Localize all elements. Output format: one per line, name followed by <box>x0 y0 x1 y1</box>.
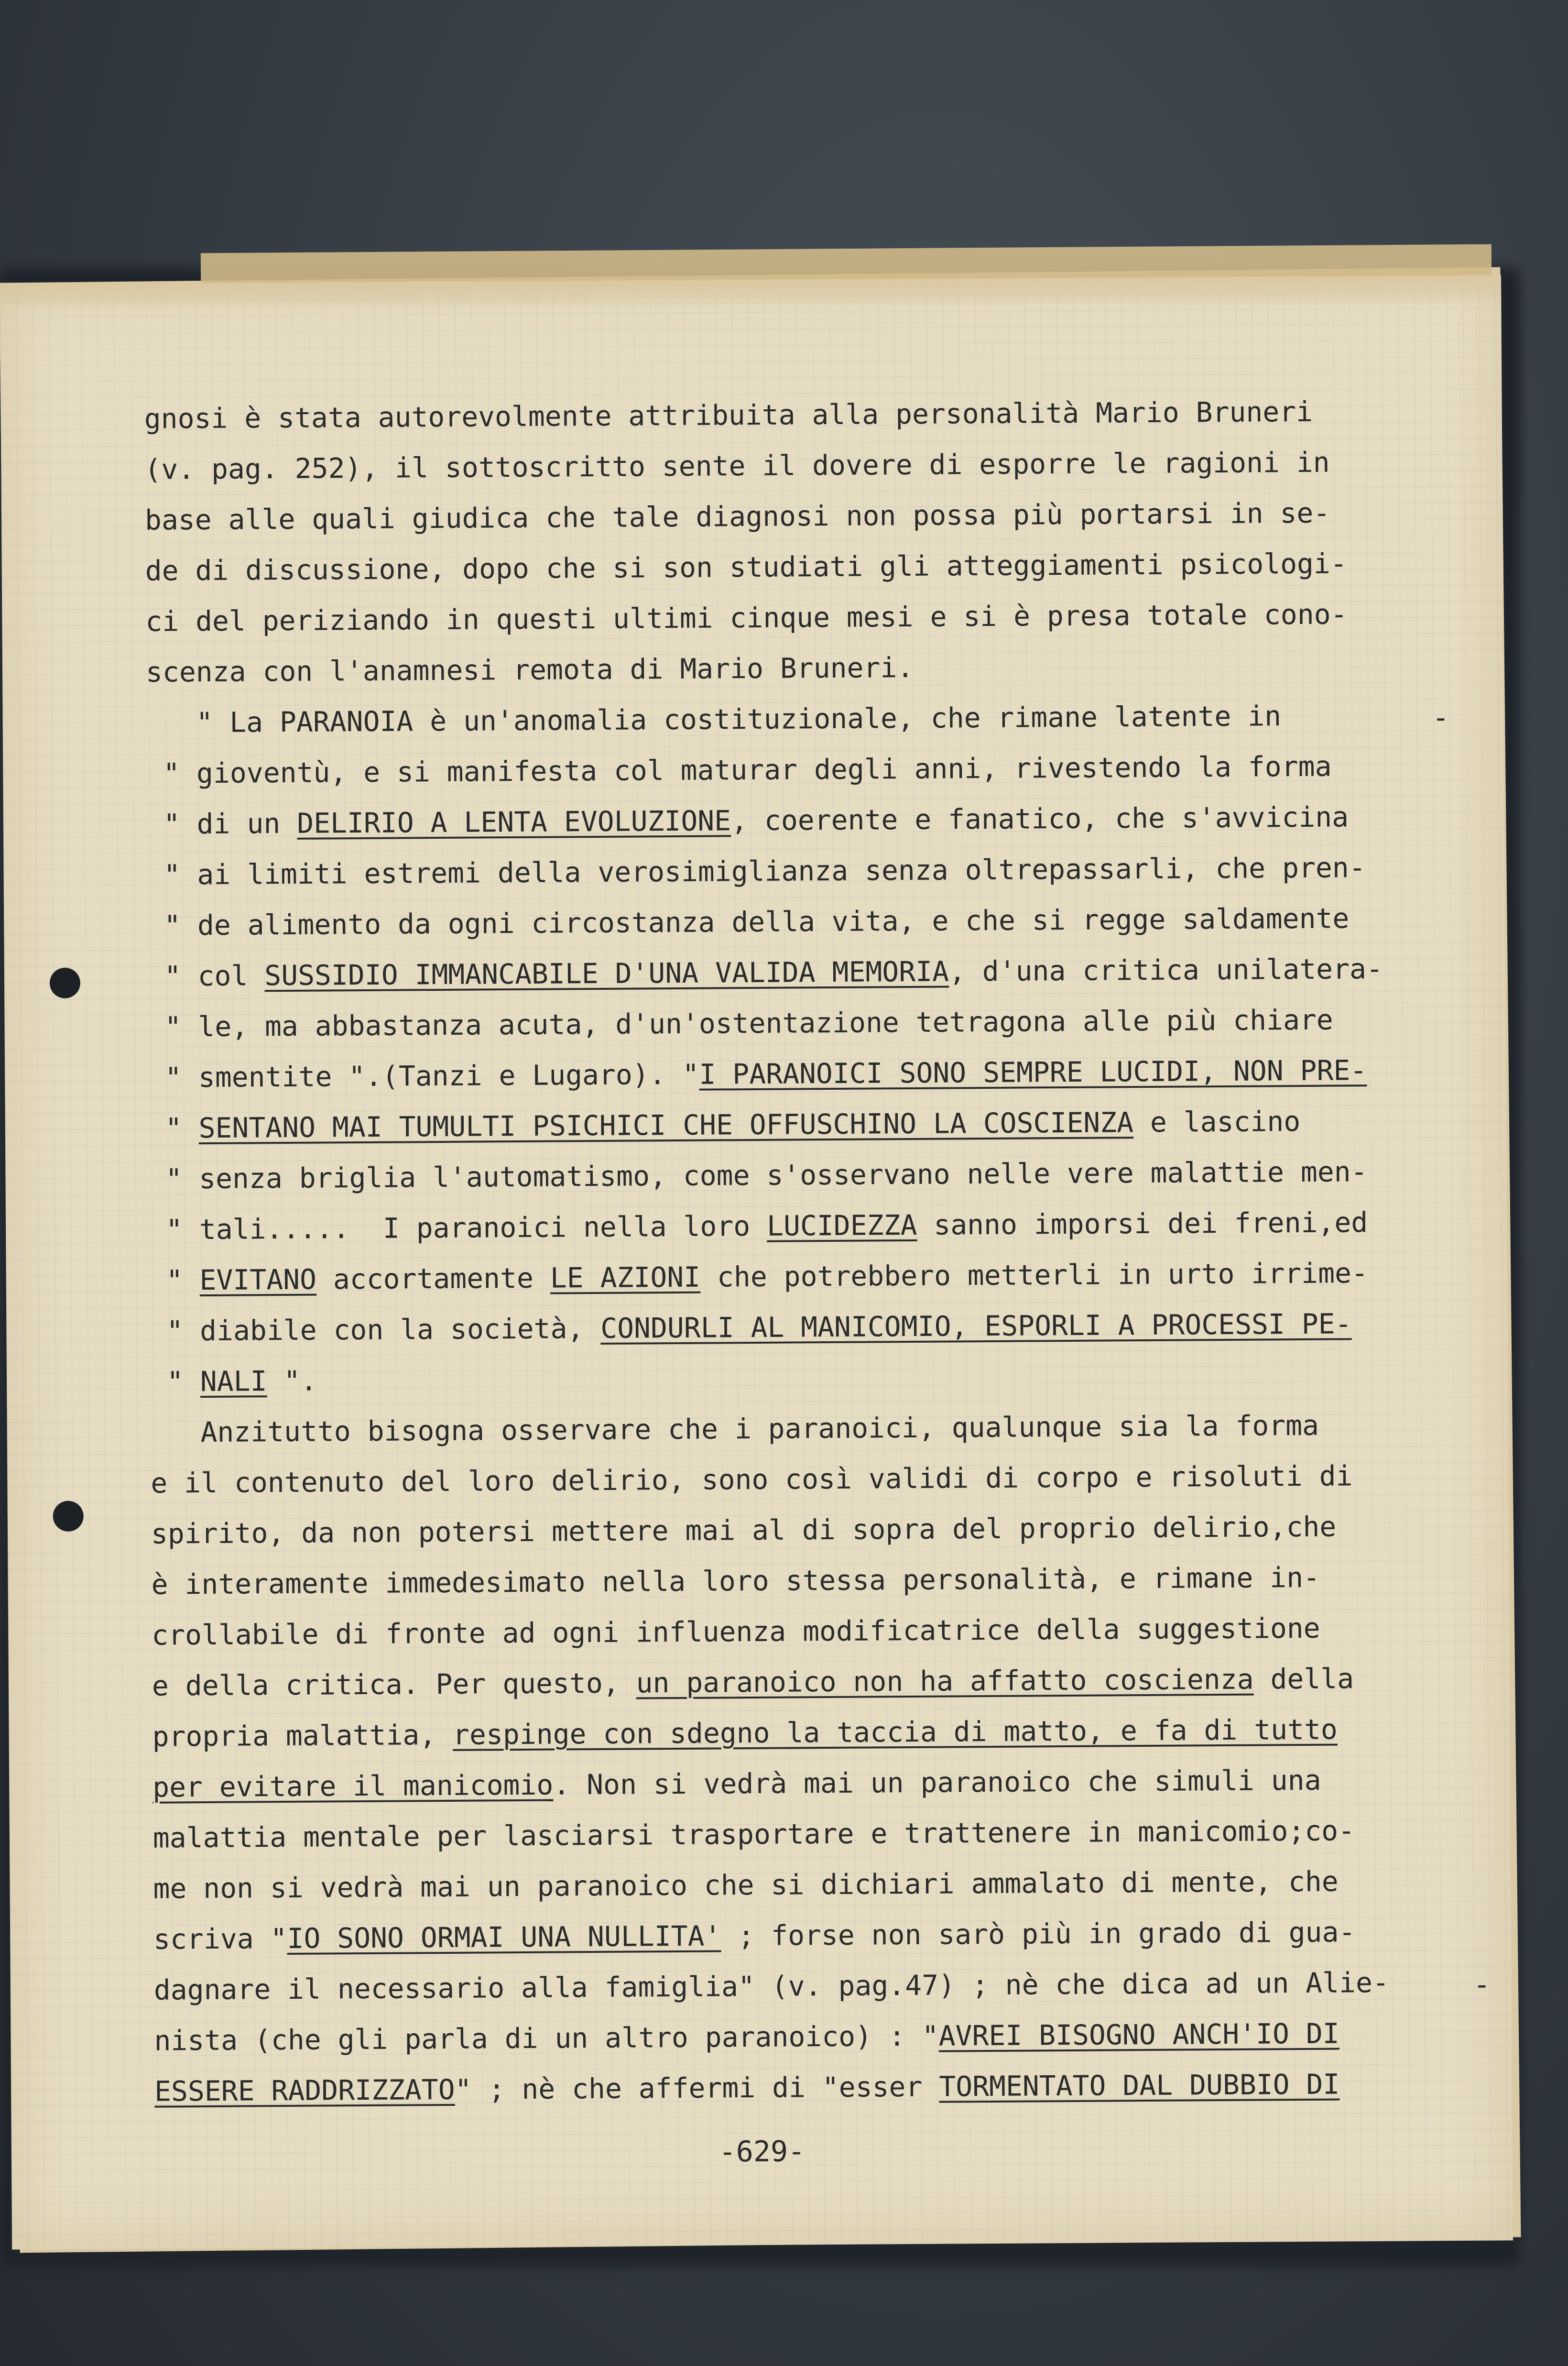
text-line <box>145 537 1417 596</box>
text-line <box>154 2058 1426 2116</box>
text-run: ci del periziando in questi ultimi cinque mesi e si è presa totale cono- <box>145 598 1348 638</box>
text-line <box>150 1298 1422 1356</box>
text-run: ; forse non sarò più in grado di gua- <box>721 1916 1356 1952</box>
text-line <box>144 437 1416 495</box>
underlined-text: LE AZIONI <box>550 1260 701 1294</box>
text-run: " diabile con la società, <box>150 1312 601 1347</box>
text-line <box>147 791 1419 849</box>
text-run: gnosi è stata autorevolmente attribuita alla personalità Mario Bruneri <box>144 395 1313 435</box>
text-line <box>151 1551 1423 1610</box>
text-line <box>152 1703 1424 1762</box>
text-line <box>153 1855 1425 1914</box>
text-line <box>150 1399 1422 1457</box>
text-line <box>146 690 1418 748</box>
text-run: " smentite ".(Tanzi e Lugaro). " <box>148 1058 699 1094</box>
text-line <box>152 1653 1424 1711</box>
text-run: " di un <box>146 807 297 841</box>
text-run: " <box>150 1365 201 1398</box>
text-run: e della critica. Per questo, <box>152 1666 636 1702</box>
underlined-text: respinge con sdegno la taccia di matto, e fa di tutto <box>452 1713 1338 1751</box>
underlined-text: SENTANO MAI TUMULTI PSICHICI CHE OFFUSCHINO LA COSCIENZA <box>198 1106 1134 1145</box>
text-run: scriva " <box>153 1922 287 1956</box>
underlined-text: CONDURLI AL MANICOMIO, ESPORLI A PROCESSI PE- <box>600 1307 1352 1345</box>
punch-hole <box>53 1501 84 1532</box>
text-run: . Non si vedrà mai un paranoico che simuli una <box>553 1764 1321 1801</box>
text-run: de di discussione, dopo che si son studiati gli atteggiamenti psicologi- <box>145 547 1348 587</box>
text-run: Anzitutto bisogna osservare che i paranoici, qualunque sia la forma <box>150 1409 1319 1449</box>
text-run: " le, ma abbastanza acuta, d'un'ostentazione tetragona alle più chiare <box>148 1003 1333 1043</box>
page-number: -629- <box>719 2135 806 2169</box>
text-line <box>153 1906 1426 1964</box>
text-run: e il contenuto del loro delirio, sono così validi di corpo e risoluti di <box>151 1459 1353 1500</box>
underlined-text: DELIRIO A LENTA EVOLUZIONE <box>297 804 731 840</box>
text-line <box>149 1196 1421 1255</box>
text-run: e lascino <box>1133 1105 1301 1139</box>
text-line <box>148 943 1420 1001</box>
underlined-text: TORMENTATO DAL DUBBIO DI <box>939 2068 1340 2103</box>
text-line <box>153 1805 1425 1863</box>
underlined-text: AVREI BISOGNO ANCH'IO DI <box>938 2017 1339 2052</box>
margin-mark: - <box>1473 1968 1491 2002</box>
text-run: " ; nè che affermi di "esser <box>455 2070 939 2106</box>
body-text <box>144 386 1426 2117</box>
text-run: crollabile di fronte ad ogni influenza modificatrice della suggestione <box>152 1611 1320 1652</box>
typewritten-page <box>0 275 1513 2249</box>
text-run: (v. pag. 252), il sottoscritto sente il dovere di esporre le ragioni in <box>144 446 1330 486</box>
text-run: " gioventù, e si manifesta col maturar degli anni, rivestendo la forma <box>146 750 1332 790</box>
text-line <box>148 1044 1420 1103</box>
underlined-text: I PARANOICI SONO SEMPRE LUCIDI, NON PRE- <box>699 1054 1367 1091</box>
text-line <box>145 588 1417 646</box>
text-run: è interamente immedesimato nella loro stessa personalità, e rimane in- <box>151 1561 1320 1601</box>
text-run: accortamente <box>316 1261 551 1296</box>
underlined-text: per evitare il manicomio <box>152 1768 554 1804</box>
text-run: " <box>148 1112 199 1145</box>
text-line <box>150 1348 1422 1407</box>
text-line <box>151 1450 1423 1508</box>
underlined-text: un paranoico non ha affatto coscienza <box>636 1663 1254 1699</box>
text-run: malattia mentale per lasciarsi trasportare e trattenere in manicomio;co- <box>152 1814 1355 1854</box>
underlined-text: SUSSIDIO IMMANCABILE D'UNA VALIDA MEMORIA <box>264 955 949 992</box>
text-line <box>149 1146 1421 1204</box>
text-run: spirito, da non potersi mettere mai al di sopra del proprio delirio,che <box>151 1510 1337 1550</box>
text-run: " La PARANOIA è un'anomalia costituzionale, che rimane latente in <box>146 700 1282 739</box>
text-line <box>152 1602 1424 1660</box>
text-line <box>154 1957 1426 2015</box>
text-run: " <box>149 1264 200 1297</box>
text-line <box>145 487 1417 546</box>
text-run: " col <box>147 959 265 993</box>
underlined-text: NALI <box>200 1365 267 1398</box>
text-run: della <box>1253 1662 1354 1696</box>
text-line <box>154 2007 1426 2066</box>
text-run: , coerente e fanatico, che s'avvicina <box>730 800 1349 837</box>
text-line <box>147 842 1419 900</box>
text-run: " tali..... I paranoici nella loro <box>149 1209 767 1246</box>
underlined-text: ESSERE RADDRIZZATO <box>154 2073 455 2108</box>
text-run: scenza con l'anamnesi remota di Mario Bruneri. <box>145 651 914 689</box>
text-line <box>149 1247 1421 1305</box>
text-line <box>144 386 1416 444</box>
text-line <box>148 1095 1420 1153</box>
text-run: sanno imporsi dei freni,ed <box>917 1206 1368 1241</box>
text-run: propria malattia, <box>152 1718 453 1753</box>
text-line <box>152 1754 1425 1812</box>
text-line <box>146 740 1418 799</box>
text-run: che potrebbero metterli in urto irrime- <box>700 1257 1369 1293</box>
underlined-text: LUCIDEZZA <box>766 1208 917 1242</box>
punch-hole <box>50 968 80 998</box>
text-run: dagnare il necessario alla famiglia" (v. pag.47) ; nè che dica ad un Alie- <box>153 1966 1390 2006</box>
text-line <box>151 1501 1423 1559</box>
text-line <box>146 639 1418 697</box>
text-run: nista (che gli parla di un altro paranoico) : " <box>154 2019 939 2057</box>
text-run: ". <box>267 1364 317 1398</box>
text-line <box>147 892 1419 951</box>
underlined-text: IO SONO ORMAI UNA NULLITA' <box>287 1919 721 1955</box>
underlined-text: EVITANO <box>199 1263 317 1297</box>
text-run: me non si vedrà mai un paranoico che si dichiari ammalato di mente, che <box>153 1865 1339 1905</box>
text-run: " ai limiti estremi della verosimiglianza senza oltrepassarli, che pren- <box>147 851 1366 891</box>
text-run: base alle quali giudica che tale diagnosi non possa più portarsi in se- <box>144 496 1330 537</box>
margin-mark: - <box>1432 701 1449 735</box>
text-line <box>148 994 1420 1052</box>
text-run: " senza briglia l'automatismo, come s'osservano nelle vere malattie men- <box>149 1155 1368 1195</box>
text-run: " de alimento da ogni circostanza della vita, e che si regge saldamente <box>147 902 1350 942</box>
text-run: , d'una critica unilatera- <box>948 952 1383 988</box>
